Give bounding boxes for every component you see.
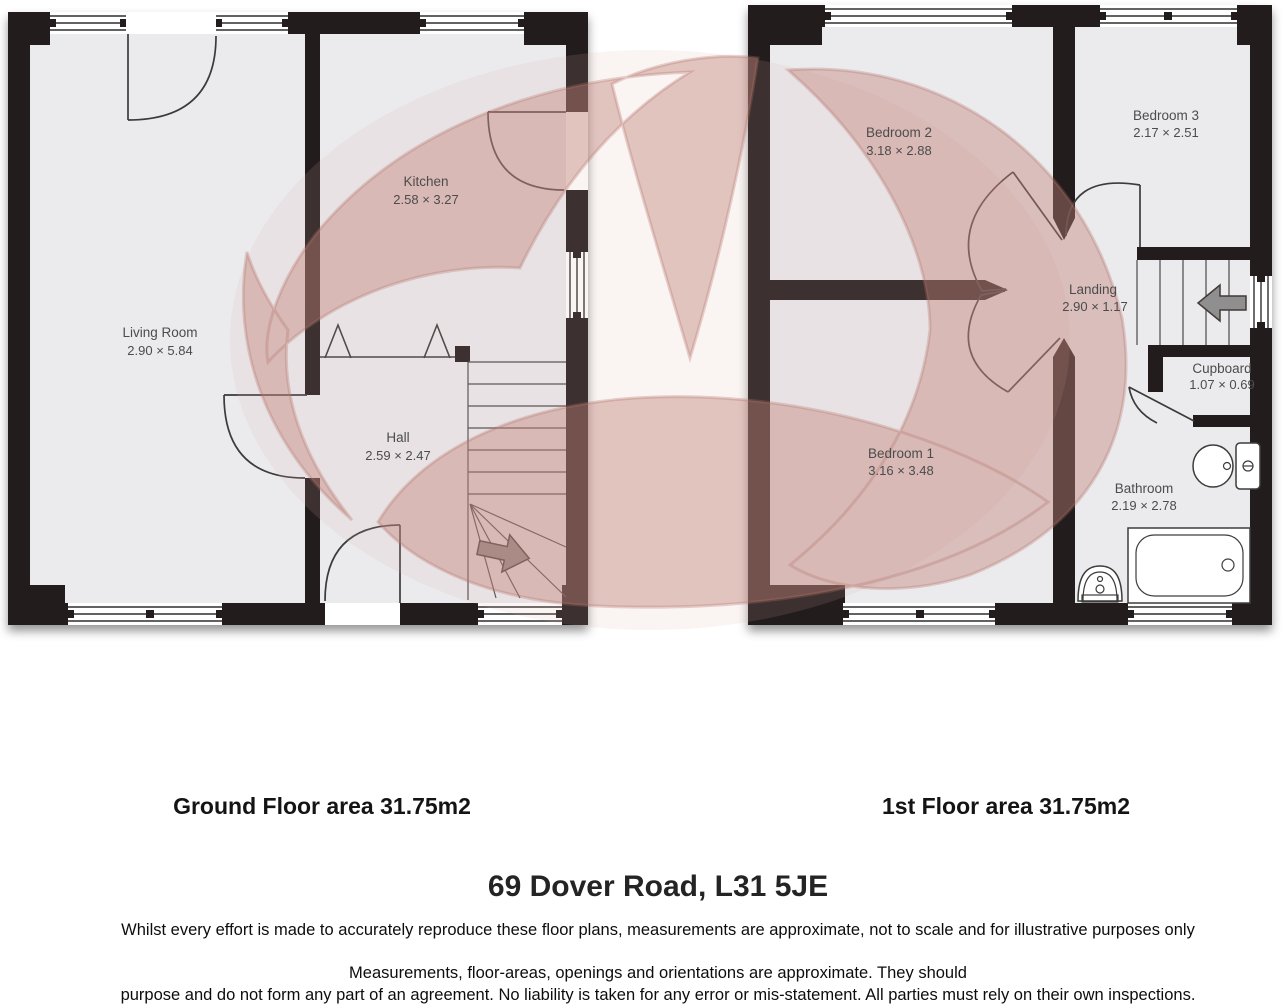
room-dims-bathroom: 2.19 × 2.78 xyxy=(1111,498,1177,513)
window xyxy=(843,603,995,625)
window xyxy=(1128,603,1232,625)
room-label-living-room: Living Room xyxy=(122,325,198,340)
disclaimer-line-2: Measurements, floor-areas, openings and orientations are approximate. They should xyxy=(349,964,967,982)
window xyxy=(216,12,288,34)
window xyxy=(1250,276,1272,328)
disclaimer-line-3: purpose and do not form any part of an agreement. No liability is taken for any error or mis-statement. All parties must rely on their own inspections. xyxy=(120,986,1196,1004)
room-label-bedroom-3: Bedroom 3 xyxy=(1132,108,1200,123)
room-dims-bedroom-3: 2.17 × 2.51 xyxy=(1133,125,1199,140)
window xyxy=(825,5,1012,27)
window xyxy=(420,12,524,34)
bathtub-icon xyxy=(1128,528,1250,603)
toilet-icon xyxy=(1193,443,1260,489)
first-floor-area-label: 1st Floor area 31.75m2 xyxy=(881,793,1131,819)
window xyxy=(50,12,126,34)
room-label-cupboard: Cupboard xyxy=(1192,361,1252,376)
agency-watermark xyxy=(230,50,1126,630)
window xyxy=(1100,5,1237,27)
ground-floor-area-label: Ground Floor area 31.75m2 xyxy=(173,793,471,819)
room-dims-landing: 2.90 × 1.17 xyxy=(1062,299,1128,314)
room-label-bathroom: Bathroom xyxy=(1114,481,1174,496)
window xyxy=(68,603,222,625)
room-label-bedroom-1: Bedroom 1 xyxy=(867,446,935,461)
room-dims-kitchen: 2.58 × 3.27 xyxy=(393,192,459,207)
disclaimer-line-1: Whilst every effort is made to accurately reproduce these floor plans, measurements are approximate, not to scale and for illustrative purposes only xyxy=(121,921,1195,939)
room-dims-cupboard: 1.07 × 0.69 xyxy=(1189,377,1255,392)
room-dims-bedroom-2: 3.18 × 2.88 xyxy=(866,143,932,158)
room-label-kitchen: Kitchen xyxy=(403,174,449,189)
room-dims-hall: 2.59 × 2.47 xyxy=(365,448,431,463)
room-dims-bedroom-1: 3.16 × 3.48 xyxy=(868,463,934,478)
address-title: 69 Dover Road, L31 5JE xyxy=(487,870,829,903)
room-label-bedroom-2: Bedroom 2 xyxy=(865,125,933,140)
room-label-landing: Landing xyxy=(1068,282,1118,297)
room-label-hall: Hall xyxy=(386,430,410,445)
room-dims-living-room: 2.90 × 5.84 xyxy=(127,343,193,358)
